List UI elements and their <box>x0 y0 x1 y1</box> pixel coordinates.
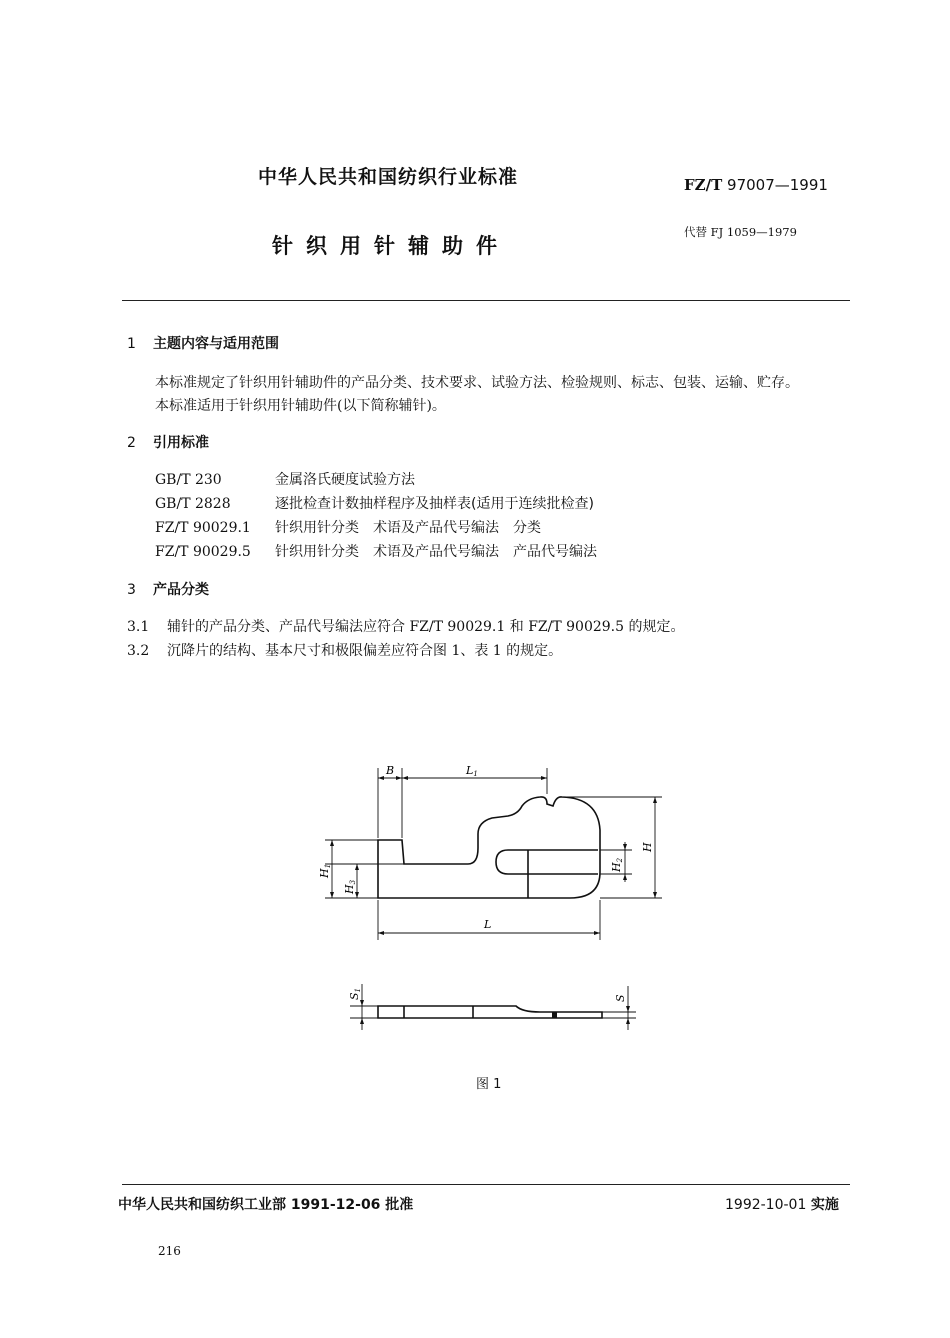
reference-title: 金属洛氏硬度试验方法 <box>275 472 415 488</box>
reference-title: 针织用针分类 术语及产品代号编法 分类 <box>275 520 541 536</box>
reference-row <box>155 541 597 561</box>
section-number: 1 <box>127 336 136 352</box>
implementation-date: 1992-10-01 <box>725 1197 807 1213</box>
reference-title: 针织用针分类 术语及产品代号编法 产品代号编法 <box>275 544 597 560</box>
dim-label-text: H <box>343 884 356 894</box>
dim-label-H1 <box>318 864 332 879</box>
dim-label-sub: 1 <box>473 770 478 778</box>
standard-code-number: 97007—1991 <box>727 176 828 194</box>
issuing-organization: 中华人民共和国纺织行业标准 <box>258 166 519 188</box>
sinker-outline <box>378 797 600 898</box>
clause-text: 辅针的产品分类、产品代号编法应符合 FZ/T 90029.1 和 FZ/T 90029.5 的规定。 <box>167 619 685 635</box>
page-number: 216 <box>158 1244 181 1258</box>
dim-label-S1 <box>348 988 362 1000</box>
standard-code-prefix: FZ/T <box>684 176 723 194</box>
section-3-heading <box>127 579 209 599</box>
figure-1-drawing <box>300 755 680 1055</box>
implementation-word: 实施 <box>810 1197 839 1213</box>
dim-label-text: L <box>466 764 474 777</box>
dim-label-text: H <box>610 862 623 872</box>
section-1-paragraph: 本标准适用于针织用针辅助件(以下简称辅针)。 <box>155 398 446 414</box>
clause-3-2 <box>127 640 562 660</box>
reference-code: FZ/T 90029.5 <box>155 544 251 560</box>
dim-label-B: B <box>386 764 395 777</box>
reference-code: GB/T 2828 <box>155 496 231 512</box>
standard-code <box>684 176 828 194</box>
section-number: 2 <box>127 435 136 451</box>
dim-label-L: L <box>484 918 492 931</box>
clause-text: 沉降片的结构、基本尺寸和极限偏差应符合图 1、表 1 的规定。 <box>167 643 563 659</box>
implementation-note <box>725 1194 839 1214</box>
figure-caption: 图 1 <box>476 1077 502 1092</box>
section-number: 3 <box>127 582 136 598</box>
dim-label-sub: 1 <box>354 987 362 993</box>
reference-row <box>155 493 594 513</box>
reference-row <box>155 517 541 537</box>
dim-label-H: H <box>641 842 654 852</box>
dim-label-S: S <box>614 994 627 1002</box>
footer-rule <box>122 1184 850 1185</box>
dim-label-H3 <box>343 879 357 895</box>
clause-number: 3.1 <box>127 619 150 635</box>
dim-label-sub: 2 <box>616 857 624 863</box>
dim-label-sub: 3 <box>349 879 357 885</box>
dim-label-text: H <box>318 868 331 878</box>
dim-label-H2 <box>610 857 624 873</box>
section-1-heading <box>127 333 279 353</box>
dim-label-text: S <box>348 992 361 1000</box>
weld-mark <box>552 1012 557 1018</box>
dim-label-L1 <box>465 764 478 778</box>
replaces-note: 代替 FJ 1059—1979 <box>684 225 797 239</box>
reference-code: FZ/T 90029.1 <box>155 520 251 536</box>
section-2-heading <box>127 432 209 452</box>
reference-title: 逐批检查计数抽样程序及抽样表(适用于连续批检查) <box>275 496 594 512</box>
sinker-slot <box>496 850 598 874</box>
clause-number: 3.2 <box>127 643 150 659</box>
reference-row <box>155 469 415 489</box>
section-title: 引用标准 <box>153 435 209 451</box>
dim-label-sub: 1 <box>324 863 332 869</box>
section-title: 产品分类 <box>153 582 209 598</box>
approval-note: 中华人民共和国纺织工业部 1991-12-06 批准 <box>118 1197 414 1213</box>
reference-code: GB/T 230 <box>155 472 222 488</box>
sinker-thickness-view <box>378 1006 602 1018</box>
section-1-paragraph: 本标准规定了针织用针辅助件的产品分类、技术要求、试验方法、检验规则、标志、包装、运输、贮存。 <box>155 375 799 391</box>
clause-3-1 <box>127 616 684 636</box>
header-rule <box>122 300 850 301</box>
section-title: 主题内容与适用范围 <box>153 336 279 352</box>
document-title: 针织用针辅助件 <box>272 234 510 258</box>
